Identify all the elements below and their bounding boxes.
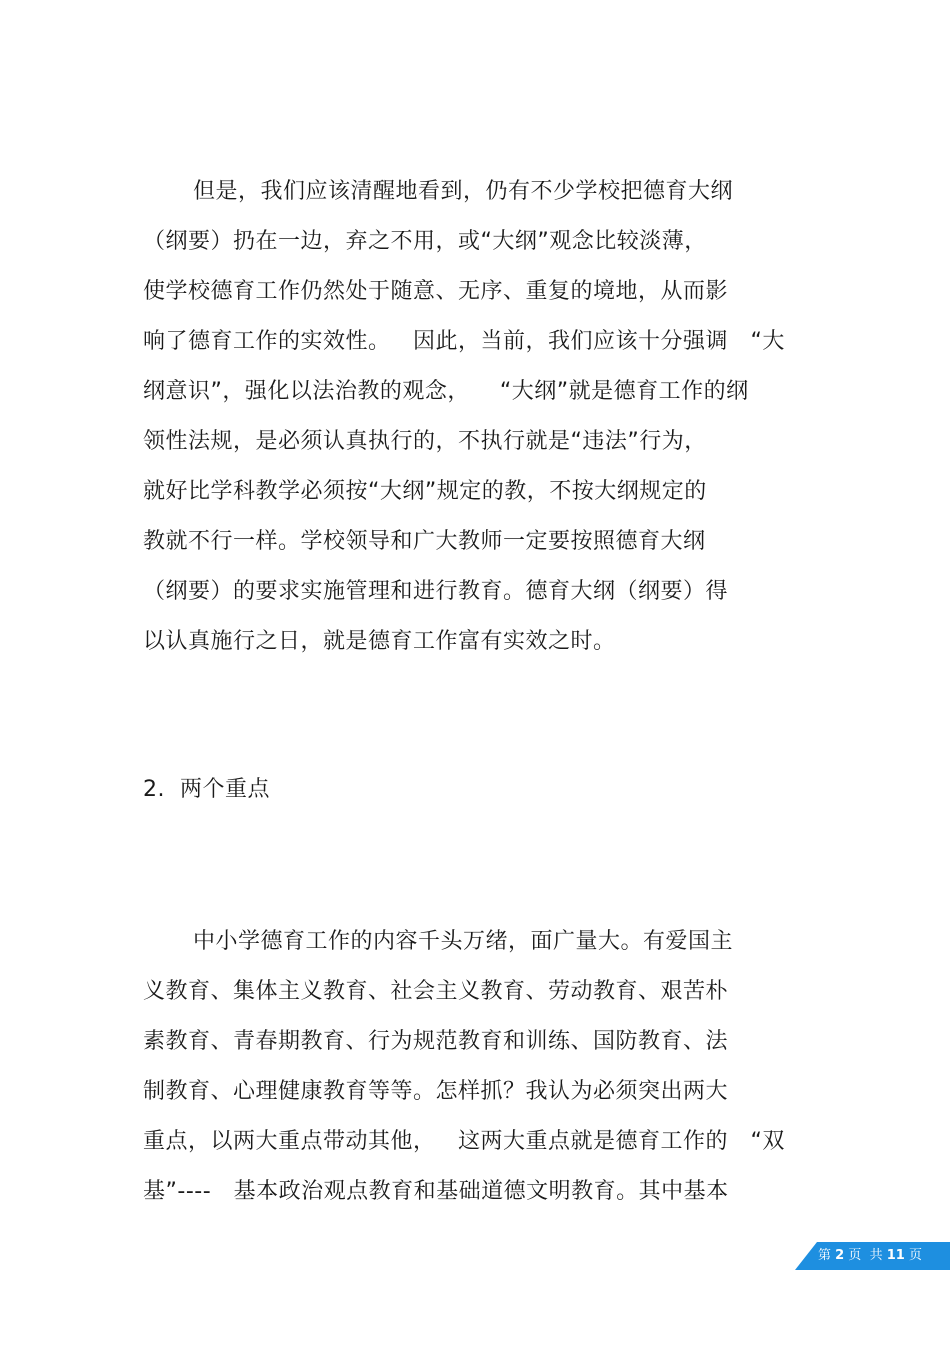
paragraph2-line-3: 素教育、青春期教育、行为规范教育和训练、国防教育、法 — [143, 1029, 729, 1054]
page-number-indicator — [818, 1247, 922, 1265]
paragraph1-line-5: 纲意识”，强化以法治教的观念， “大纲”就是德育工作的纲 — [143, 379, 749, 404]
paragraph1-line-8: 教就不行一样。学校领导和广大教师一定要按照德育大纲 — [143, 529, 706, 554]
paragraph1-line-10: 以认真施行之日，就是德育工作富有实效之时。 — [143, 629, 616, 654]
paragraph2-line-2: 义教育、集体主义教育、社会主义教育、劳动教育、艰苦朴 — [143, 979, 729, 1004]
paragraph1-line-3: 使学校德育工作仍然处于随意、无序、重复的境地，从而影 — [143, 279, 729, 304]
paragraph1-line-2: （纲要）扔在一边，弃之不用，或“大纲”观念比较淡薄， — [143, 229, 707, 254]
paragraph2-line-6: 基”---- 基本政治观点教育和基础道德文明教育。其中基本 — [143, 1179, 729, 1204]
paragraph2-line-1: 中小学德育工作的内容千头万绪，面广量大。有爱国主 — [193, 929, 734, 954]
total-pages-number: 11 — [886, 1248, 905, 1263]
paragraph1-line-7: 就好比学科教学必须按“大纲”规定的教，不按大纲规定的 — [143, 479, 707, 504]
paragraph2-line-5: 重点，以两大重点带动其他， 这两大重点就是德育工作的 “双 — [143, 1129, 785, 1154]
page-suffix: 页 — [908, 1248, 922, 1263]
paragraph1-line-1: 但是，我们应该清醒地看到，仍有不少学校把德育大纲 — [193, 179, 734, 204]
page-middle-text: 页 共 — [848, 1248, 883, 1263]
section-heading: 2. 两个重点 — [143, 777, 270, 802]
paragraph1-line-6: 领性法规，是必须认真执行的，不执行就是“违法”行为， — [143, 429, 707, 454]
page-prefix: 第 — [818, 1248, 832, 1263]
paragraph1-line-4: 响了德育工作的实效性。 因此，当前，我们应该十分强调 “大 — [143, 329, 785, 354]
paragraph1-line-9: （纲要）的要求实施管理和进行教育。德育大纲（纲要）得 — [143, 579, 729, 604]
paragraph2-line-4: 制教育、心理健康教育等等。怎样抓？我认为必须突出两大 — [143, 1079, 729, 1104]
current-page-number: 2 — [835, 1248, 845, 1263]
